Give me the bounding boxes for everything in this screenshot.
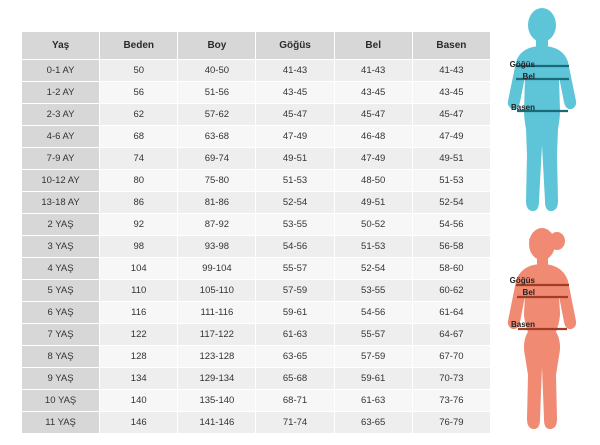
- cell-beden: 116: [100, 302, 178, 324]
- cell-beden: 68: [100, 126, 178, 148]
- cell-basen: 51-53: [412, 170, 490, 192]
- table-header: [22, 32, 491, 60]
- cell-boy: 123-128: [178, 346, 256, 368]
- cell-bel: 53-55: [334, 280, 412, 302]
- cell-age: 6 YAŞ: [22, 302, 100, 324]
- cell-basen: 45-47: [412, 104, 490, 126]
- cell-basen: 41-43: [412, 60, 490, 82]
- column-header-yas: Yaş: [22, 32, 100, 60]
- cell-beden: 56: [100, 82, 178, 104]
- table-row: [22, 346, 491, 368]
- table-row: [22, 82, 491, 104]
- cell-bel: 45-47: [334, 104, 412, 126]
- girl-hip-callout-label: Basen: [510, 320, 535, 329]
- cell-gogus: 68-71: [256, 390, 334, 412]
- girl-chest-callout-label: Göğüs: [509, 276, 535, 285]
- cell-gogus: 54-56: [256, 236, 334, 258]
- cell-basen: 49-51: [412, 148, 490, 170]
- column-header-boy: Boy: [178, 32, 256, 60]
- cell-gogus: 52-54: [256, 192, 334, 214]
- cell-bel: 55-57: [334, 324, 412, 346]
- cell-basen: 70-73: [412, 368, 490, 390]
- cell-boy: 99-104: [178, 258, 256, 280]
- cell-beden: 80: [100, 170, 178, 192]
- cell-gogus: 57-59: [256, 280, 334, 302]
- table-body: [22, 60, 491, 434]
- table-row: [22, 390, 491, 412]
- table-row: [22, 192, 491, 214]
- girl-waist-callout-label: Bel: [522, 288, 535, 297]
- table-row: [22, 214, 491, 236]
- cell-gogus: 51-53: [256, 170, 334, 192]
- table-row: [22, 324, 491, 346]
- table-row: [22, 126, 491, 148]
- cell-gogus: 43-45: [256, 82, 334, 104]
- cell-bel: 61-63: [334, 390, 412, 412]
- cell-beden: 50: [100, 60, 178, 82]
- cell-bel: 52-54: [334, 258, 412, 280]
- cell-bel: 63-65: [334, 412, 412, 434]
- cell-boy: 93-98: [178, 236, 256, 258]
- size-table: [21, 31, 491, 434]
- cell-basen: 73-76: [412, 390, 490, 412]
- cell-bel: 46-48: [334, 126, 412, 148]
- cell-age: 10-12 AY: [22, 170, 100, 192]
- table-row: [22, 104, 491, 126]
- cell-boy: 105-110: [178, 280, 256, 302]
- cell-bel: 51-53: [334, 236, 412, 258]
- cell-age: 13-18 AY: [22, 192, 100, 214]
- cell-bel: 47-49: [334, 148, 412, 170]
- cell-basen: 52-54: [412, 192, 490, 214]
- child-hip-callout-label: Basen: [510, 103, 535, 112]
- cell-gogus: 65-68: [256, 368, 334, 390]
- cell-boy: 87-92: [178, 214, 256, 236]
- cell-beden: 134: [100, 368, 178, 390]
- cell-bel: 41-43: [334, 60, 412, 82]
- cell-age: 0-1 AY: [22, 60, 100, 82]
- column-header-beden: Beden: [100, 32, 178, 60]
- column-header-bel: Bel: [334, 32, 412, 60]
- cell-age: 9 YAŞ: [22, 368, 100, 390]
- cell-beden: 104: [100, 258, 178, 280]
- cell-gogus: 47-49: [256, 126, 334, 148]
- cell-bel: 57-59: [334, 346, 412, 368]
- column-header-basen: Basen: [412, 32, 490, 60]
- cell-bel: 50-52: [334, 214, 412, 236]
- cell-bel: 48-50: [334, 170, 412, 192]
- cell-boy: 117-122: [178, 324, 256, 346]
- cell-age: 4-6 AY: [22, 126, 100, 148]
- cell-boy: 51-56: [178, 82, 256, 104]
- cell-gogus: 53-55: [256, 214, 334, 236]
- size-table-container: [21, 31, 491, 434]
- table-row: [22, 302, 491, 324]
- cell-bel: 59-61: [334, 368, 412, 390]
- cell-gogus: 61-63: [256, 324, 334, 346]
- cell-basen: 64-67: [412, 324, 490, 346]
- cell-bel: 49-51: [334, 192, 412, 214]
- cell-basen: 67-70: [412, 346, 490, 368]
- cell-gogus: 55-57: [256, 258, 334, 280]
- cell-bel: 54-56: [334, 302, 412, 324]
- cell-boy: 69-74: [178, 148, 256, 170]
- cell-beden: 62: [100, 104, 178, 126]
- cell-beden: 110: [100, 280, 178, 302]
- cell-gogus: 71-74: [256, 412, 334, 434]
- child-waist-callout-label: Bel: [522, 72, 535, 81]
- cell-age: 10 YAŞ: [22, 390, 100, 412]
- cell-beden: 92: [100, 214, 178, 236]
- child-chest-callout-label: Göğüs: [509, 60, 535, 69]
- cell-beden: 74: [100, 148, 178, 170]
- cell-bel: 43-45: [334, 82, 412, 104]
- cell-gogus: 63-65: [256, 346, 334, 368]
- cell-gogus: 49-51: [256, 148, 334, 170]
- cell-age: 1-2 AY: [22, 82, 100, 104]
- cell-age: 2-3 AY: [22, 104, 100, 126]
- cell-age: 5 YAŞ: [22, 280, 100, 302]
- child-body-silhouette: [497, 5, 593, 223]
- cell-basen: 58-60: [412, 258, 490, 280]
- cell-beden: 86: [100, 192, 178, 214]
- table-row: [22, 258, 491, 280]
- table-row: [22, 280, 491, 302]
- table-row: [22, 368, 491, 390]
- cell-beden: 122: [100, 324, 178, 346]
- table-header-row: [22, 32, 491, 60]
- cell-basen: 60-62: [412, 280, 490, 302]
- cell-gogus: 59-61: [256, 302, 334, 324]
- cell-basen: 56-58: [412, 236, 490, 258]
- cell-basen: 76-79: [412, 412, 490, 434]
- cell-age: 2 YAŞ: [22, 214, 100, 236]
- cell-beden: 146: [100, 412, 178, 434]
- cell-boy: 111-116: [178, 302, 256, 324]
- cell-age: 4 YAŞ: [22, 258, 100, 280]
- cell-beden: 128: [100, 346, 178, 368]
- cell-age: 7-9 AY: [22, 148, 100, 170]
- cell-age: 7 YAŞ: [22, 324, 100, 346]
- cell-basen: 61-64: [412, 302, 490, 324]
- table-row: [22, 170, 491, 192]
- cell-age: 3 YAŞ: [22, 236, 100, 258]
- table-row: [22, 60, 491, 82]
- cell-boy: 63-68: [178, 126, 256, 148]
- column-header-gogus: Göğüs: [256, 32, 334, 60]
- girl-body-silhouette: [497, 225, 593, 440]
- table-row: [22, 148, 491, 170]
- cell-boy: 75-80: [178, 170, 256, 192]
- cell-basen: 43-45: [412, 82, 490, 104]
- cell-gogus: 41-43: [256, 60, 334, 82]
- cell-boy: 135-140: [178, 390, 256, 412]
- cell-basen: 54-56: [412, 214, 490, 236]
- cell-gogus: 45-47: [256, 104, 334, 126]
- cell-beden: 140: [100, 390, 178, 412]
- cell-boy: 141-146: [178, 412, 256, 434]
- table-row: [22, 236, 491, 258]
- cell-basen: 47-49: [412, 126, 490, 148]
- cell-boy: 40-50: [178, 60, 256, 82]
- cell-beden: 98: [100, 236, 178, 258]
- cell-age: 11 YAŞ: [22, 412, 100, 434]
- cell-age: 8 YAŞ: [22, 346, 100, 368]
- cell-boy: 81-86: [178, 192, 256, 214]
- cell-boy: 129-134: [178, 368, 256, 390]
- cell-boy: 57-62: [178, 104, 256, 126]
- table-row: [22, 412, 491, 434]
